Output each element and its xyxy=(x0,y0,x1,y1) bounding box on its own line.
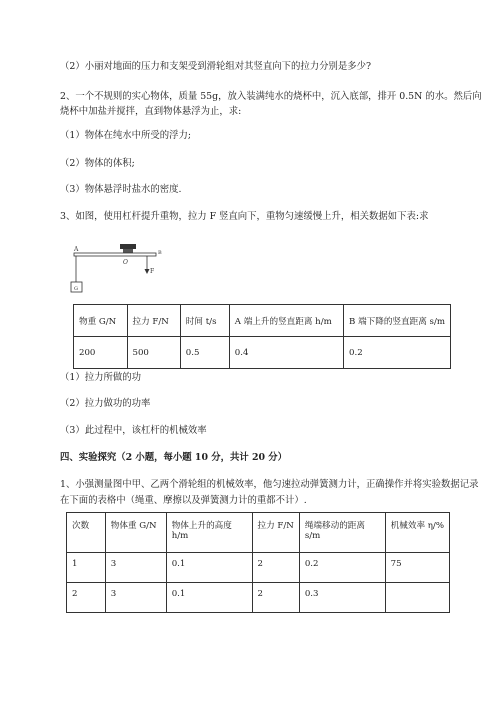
q2-part3: （3）物体悬浮时盐水的密度. xyxy=(60,184,182,195)
table-cell: 2 xyxy=(67,583,106,613)
q2-part2: （2）物体的体积; xyxy=(60,158,135,169)
header-cell: 机械效率 η/% xyxy=(385,513,449,553)
s4-q1-line1: 1、小强测量图中甲、乙两个滑轮组的机械效率，他匀速拉动弹簧测力计，正确操作并将实验数据记录 xyxy=(60,479,479,490)
fulcrum-block xyxy=(120,244,136,249)
table-cell: 0.3 xyxy=(299,583,385,613)
table-cell: 0.1 xyxy=(166,583,252,613)
table-cell: 200 xyxy=(74,337,128,369)
label-o: O xyxy=(123,259,128,266)
table-cell: 500 xyxy=(127,337,180,369)
force-arrowhead xyxy=(145,269,150,274)
table-cell: 2 xyxy=(252,583,299,613)
table-cell: 0.2 xyxy=(344,337,451,369)
lever-bar xyxy=(74,253,156,256)
table-header-row xyxy=(67,513,450,553)
lever-diagram xyxy=(70,242,170,298)
lever-data-table xyxy=(73,304,451,369)
table-row xyxy=(74,337,451,369)
header-cell: 拉力 F/N xyxy=(127,305,180,337)
table-cell xyxy=(385,583,449,613)
header-cell: 次数 xyxy=(67,513,106,553)
q3-part3: （3）此过程中，该杠杆的机械效率 xyxy=(60,425,207,436)
table-row xyxy=(67,583,450,613)
table-cell: 0.2 xyxy=(299,553,385,583)
header-cell: 时间 t/s xyxy=(180,305,229,337)
table-row xyxy=(67,553,450,583)
header-cell: 拉力 F/N xyxy=(252,513,299,553)
pulley-data-table xyxy=(66,512,450,613)
s4-q1-line2: 在下面的表格中（绳重、摩擦以及弹簧测力计的重都不计）. xyxy=(60,495,307,506)
table-cell: 0.5 xyxy=(180,337,229,369)
section4-heading: 四、实验探究（2 小题，每小题 10 分，共计 20 分） xyxy=(60,452,288,463)
table-cell: 0.4 xyxy=(229,337,343,369)
q2-part1: （1）物体在纯水中所受的浮力; xyxy=(60,130,191,141)
table-cell: 3 xyxy=(105,583,166,613)
q2-intro-line1: 2、一个不规则的实心物体，质量 55g，放入装满纯水的烧杯中，沉入底部，排开 0.5N 的水。然后向 xyxy=(60,91,482,102)
header-cell: 物体上升的高度 h/m xyxy=(166,513,252,553)
table-cell: 3 xyxy=(105,553,166,583)
q3-part2: （2）拉力做功的功率 xyxy=(60,398,151,409)
q3-part1: （1）拉力所做的功 xyxy=(60,372,141,383)
label-f: F xyxy=(150,268,155,275)
header-cell: A 端上升的竖直距离 h/m xyxy=(229,305,343,337)
q3-intro: 3、如图，使用杠杆提升重物，拉力 F 竖直向下，重物匀速缓慢上升，相关数据如下表:求 xyxy=(60,211,429,222)
table-cell: 2 xyxy=(252,553,299,583)
q1-part2: （2）小丽对地面的压力和支架受到滑轮组对其竖直向下的拉力分别是多少? xyxy=(60,61,371,72)
q2-intro-line2: 烧杯中加盐并搅拌，直到物体悬浮为止，求: xyxy=(60,106,242,117)
table-cell: 1 xyxy=(67,553,106,583)
lever-figure xyxy=(70,242,170,298)
header-cell: 绳端移动的距离 s/m xyxy=(299,513,385,553)
header-cell: 物体重 G/N xyxy=(105,513,166,553)
table-header-row xyxy=(74,305,451,337)
header-cell: B 端下降的竖直距离 s/m xyxy=(344,305,451,337)
header-cell: 物重 G/N xyxy=(74,305,128,337)
label-a: A xyxy=(74,246,79,253)
table-cell: 0.1 xyxy=(166,553,252,583)
label-g: G xyxy=(74,286,78,292)
label-b: B xyxy=(158,250,162,256)
fulcrum-pivot xyxy=(123,249,133,253)
table-cell: 75 xyxy=(385,553,449,583)
